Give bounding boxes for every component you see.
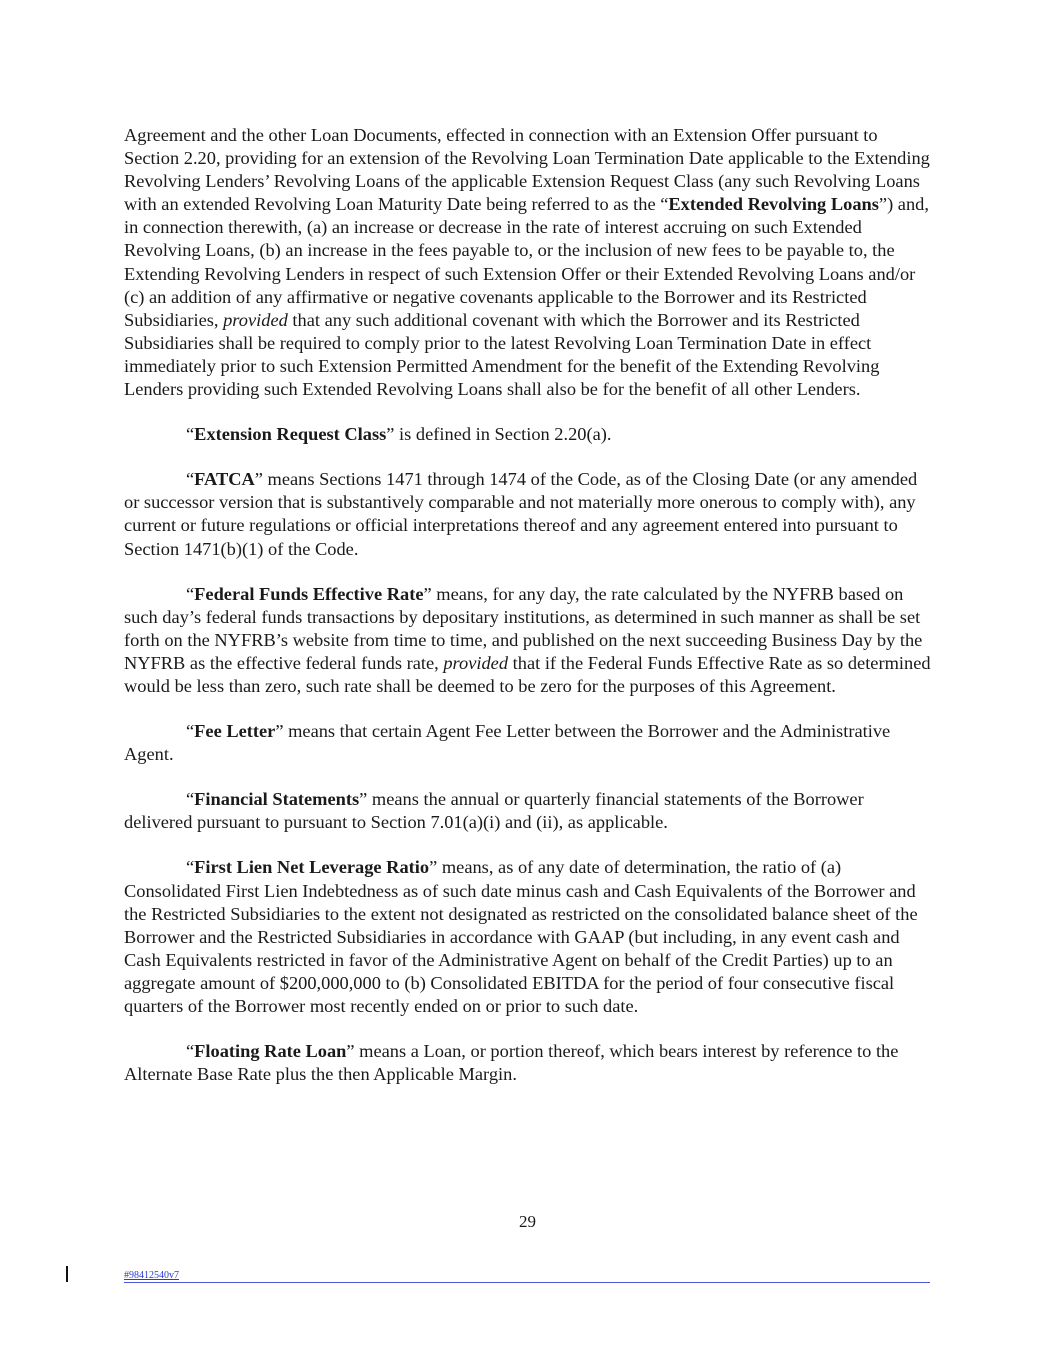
italic-text: provided [443, 652, 509, 673]
text-run: “ [186, 857, 195, 878]
text-run: that any such additional covenant with which the Borrower and its Restricted Subsidiaries shall be required to comply prior to the latest Revolving Loan Termination Date in effect immediately prior to such Extension Permitted Amendment for the benefit of the Extending Revolving Lenders providing such Extended Revolving Loans shall also be for the benefit of all other Lenders. [124, 309, 880, 400]
defined-term: FATCA [194, 469, 255, 490]
text-run: ” is defined in Section 2.20(a). [386, 424, 612, 445]
defined-term: Fee Letter [194, 721, 276, 742]
definition-paragraph [124, 1040, 932, 1086]
text-run: Agreement and the other Loan Documents, effected in connection with an Extension Offer pursuant to Section 2.20, providing for an extension of the Revolving Loan Termination Date applicable to the Extending Revolving Lenders’ Revolving Loans of the applicable Extension Request Class (any such Revolving Loans with an extended Revolving Loan Maturity Date being referred to as the “ [124, 125, 930, 215]
text-run: ” means the annual or quarterly financial statements of the Borrower delivered pursuant to pursuant to Section 7.01(a)(i) and (ii), as applicable. [124, 789, 864, 833]
defined-term: Extension Request Class [194, 424, 387, 445]
text-run: “ [186, 1041, 195, 1062]
document-id: #98412540v7 [124, 1270, 179, 1281]
italic-text: provided [223, 309, 288, 330]
text-run: “ [186, 583, 195, 604]
text-run: “ [186, 789, 195, 810]
defined-term: Federal Funds Effective Rate [194, 583, 424, 604]
definition-paragraph [124, 468, 932, 560]
defined-term: First Lien Net Leverage Ratio [194, 857, 430, 878]
defined-term: Financial Statements [194, 789, 360, 810]
defined-term: Extended Revolving Loans [668, 194, 879, 215]
definition-paragraph [124, 583, 932, 698]
text-run: “ [186, 424, 195, 445]
definition-paragraph [124, 788, 932, 834]
footer-rule [124, 1282, 930, 1283]
text-run: that if the Federal Funds Effective Rate as so determined would be less than zero, such rate shall be deemed to be zero for the purposes of this Agreement. [124, 652, 931, 696]
definition-paragraph [124, 856, 932, 1018]
text-run: ” means Sections 1471 through 1474 of the Code, as of the Closing Date (or any amended or successor version that is substantively comparable and not materially more onerous to comply with), any current or future regulations or official interpretations thereof and any agreement entered into pursuant to Section 1471(b)(1) of the Code. [124, 469, 918, 559]
page-number: 29 [519, 1212, 536, 1231]
text-run: “ [186, 721, 195, 742]
text-run: ” means that certain Agent Fee Letter between the Borrower and the Administrative Agent. [124, 721, 891, 765]
definition-paragraph [124, 124, 932, 401]
text-run: “ [186, 469, 195, 490]
document-body [124, 124, 932, 1108]
defined-term: Floating Rate Loan [194, 1041, 347, 1062]
text-run: ” means, for any day, the rate calculated by the NYFRB based on such day’s federal funds transactions by depositary institutions, as determined in such manner as shall be set forth on the NYFRB’s website from time to time, and published on the next succeeding Business Day by the NYFRB as the effective federal funds rate, [124, 583, 923, 673]
text-run: ” means a Loan, or portion thereof, which bears interest by reference to the Alternate Base Rate plus the then Applicable Margin. [124, 1041, 899, 1085]
text-run: ”) and, in connection therewith, (a) an increase or decrease in the rate of interest accruing on such Extended Revolving Loans, (b) an increase in the fees payable to, or the inclusion of new fees to be payable to, the Extending Revolving Lenders in respect of such Extension Offer or their Extended Revolving Loans and/or (c) an addition of any affirmative or negative covenants applicable to the Borrower and its Restricted Subsidiaries, [124, 194, 929, 330]
definition-paragraph [124, 423, 932, 446]
revision-change-bar [66, 1266, 68, 1282]
text-run: ” means, as of any date of determination, the ratio of (a) Consolidated First Lien Indebtedness as of such date minus cash and Cash Equivalents of the Borrower and the Restricted Subsidiaries to the extent not designated as restricted on the consolidated balance sheet of the Borrower and the Restricted Subsidiaries in accordance with GAAP (but including, in any event cash and Cash Equivalents restricted in favor of the Administrative Agent on behalf of the Credit Parties) up to an aggregate amount of $200,000,000 to (b) Consolidated EBITDA for the period of four consecutive fiscal quarters of the Borrower most recently ended on or prior to such date. [124, 857, 918, 1016]
definition-paragraph [124, 720, 932, 766]
